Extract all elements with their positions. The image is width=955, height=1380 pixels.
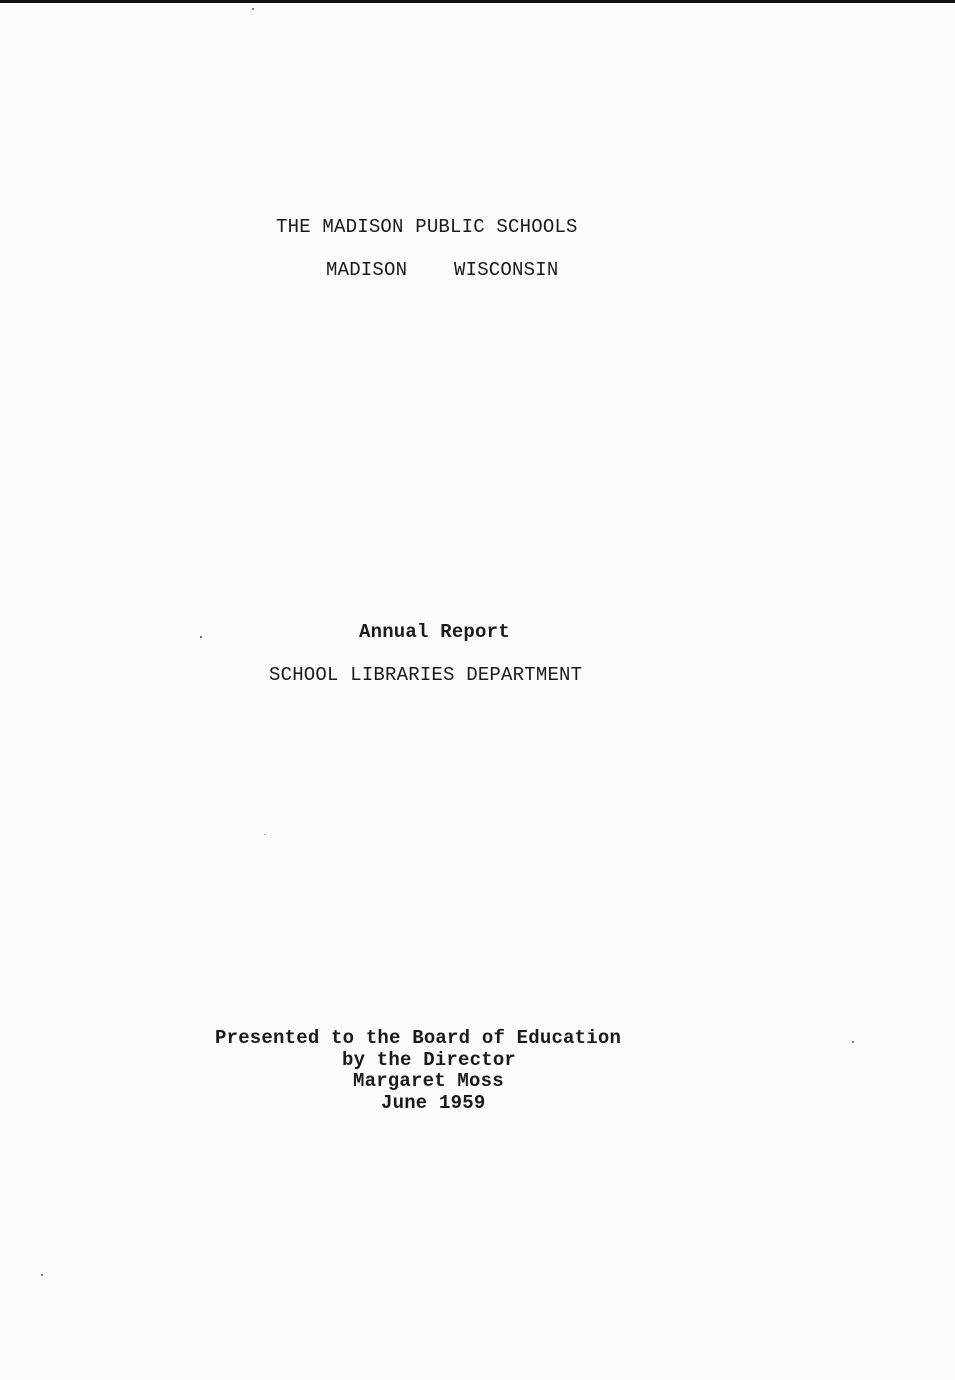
presented-to-line: Presented to the Board of Education bbox=[215, 1027, 622, 1049]
by-director-line: by the Director bbox=[342, 1049, 517, 1071]
report-department: SCHOOL LIBRARIES DEPARTMENT bbox=[269, 664, 583, 686]
report-title: Annual Report bbox=[359, 621, 510, 643]
report-date: June 1959 bbox=[381, 1092, 486, 1114]
scan-speck bbox=[252, 8, 254, 10]
header-state: WISCONSIN bbox=[454, 259, 559, 281]
scan-speck bbox=[200, 636, 202, 638]
header-school-system: THE MADISON PUBLIC SCHOOLS bbox=[276, 216, 578, 238]
scan-speck bbox=[41, 1274, 43, 1276]
scan-top-edge bbox=[0, 0, 955, 3]
scan-speck bbox=[852, 1041, 854, 1043]
director-name: Margaret Moss bbox=[353, 1070, 504, 1092]
header-city: MADISON bbox=[326, 259, 408, 281]
scan-speck bbox=[264, 834, 265, 835]
